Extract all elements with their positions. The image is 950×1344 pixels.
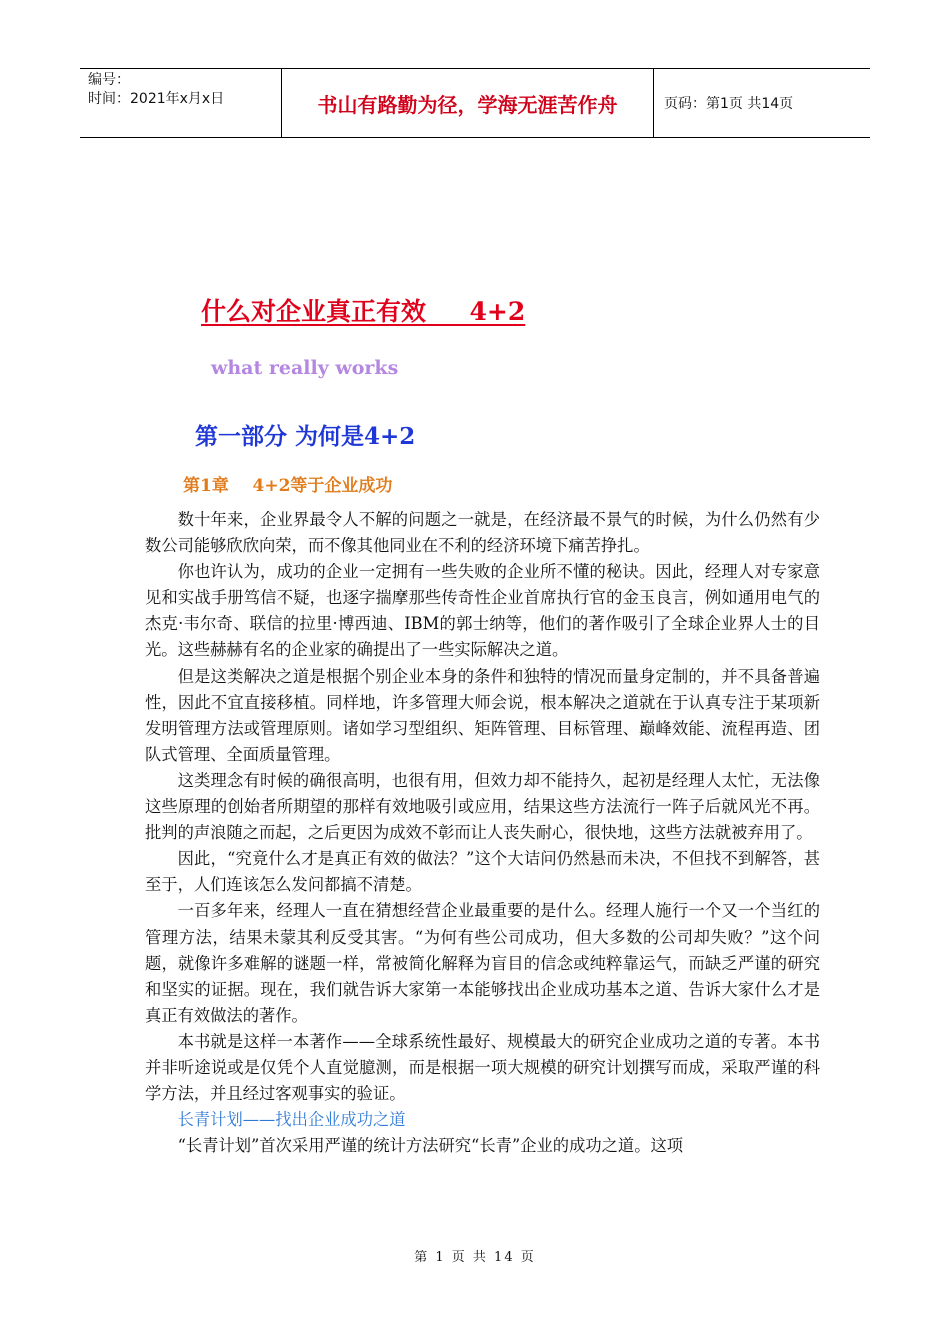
paragraph: 因此，“究竟什么才是真正有效的做法？”这个大诘问仍然悬而未决，不但找不到解答，甚至于，人们连该怎么发问都搞不清楚。 xyxy=(145,849,820,895)
section-heading: 长青计划——找出企业成功之道 xyxy=(177,1110,406,1130)
body-text xyxy=(145,507,820,1159)
header-meta xyxy=(80,69,282,137)
document-time-label: 时间：2021年x月x日 xyxy=(88,91,225,107)
header-page-info: 页码：第1页 共14页 xyxy=(664,96,794,112)
document-number-label: 编号： xyxy=(88,72,130,88)
document-subtitle: what really works xyxy=(211,357,399,379)
part-heading: 第一部分 为何是4+2 xyxy=(195,423,416,450)
paragraph: 这类理念有时候的确很高明，也很有用，但效力却不能持久，起初是经理人太忙，无法像这些原理的创始者所期望的那样有效地吸引或应用，结果这些方法流行一阵子后就风光不再。批判的声浪随之而起，之后更因为成效不彰而让人丧失耐心，很快地，这些方法就被弃用了。 xyxy=(145,770,820,843)
header-motto: 书山有路勤为径，学海无涯苦作舟 xyxy=(282,69,654,137)
paragraph: 本书就是这样一本著作——全球系统性最好、规模最大的研究企业成功之道的专著。本书并非听途说或是仅凭个人直觉臆测，而是根据一项大规模的研究计划撰写而成，采取严谨的科学方法，并且经过客观事实的验证。 xyxy=(145,1031,820,1104)
paragraph: 你也许认为，成功的企业一定拥有一些失败的企业所不懂的秘诀。因此，经理人对专家意见和实战手册笃信不疑，也逐字揣摩那些传奇性企业首席执行官的金玉良言，例如通用电气的杰克·韦尔奇、联信的拉里·博西迪、IBM的郭士纳等，他们的著作吸引了全球企业界人士的目光。这些赫赫有名的企业家的确提出了一些实际解决之道。 xyxy=(145,562,820,660)
paragraph: 数十年来，企业界最令人不解的问题之一就是，在经济最不景气的时候，为什么仍然有少数公司能够欣欣向荣，而不像其他同业在不利的经济环境下痛苦挣扎。 xyxy=(145,510,820,556)
paragraph: 但是这类解决之道是根据个别企业本身的条件和独特的情况而量身定制的，并不具备普遍性，因此不宜直接移植。同样地，许多管理大师会说，根本解决之道就在于认真专注于某项新发明管理方法或管理原则。诸如学习型组织、矩阵管理、目标管理、巅峰效能、流程再造、团队式管理、全面质量管理。 xyxy=(145,666,820,764)
paragraph: 一百多年来，经理人一直在猜想经营企业最重要的是什么。经理人施行一个又一个当红的管理方法，结果未蒙其利反受其害。“为何有些公司成功，但大多数的公司却失败？”这个问题，就像许多难解的谜题一样，常被简化解释为盲目的信念或纯粹靠运气，而缺乏严谨的研究和坚实的证据。现在，我们就告诉大家第一本能够找出企业成功基本之道、告诉大家什么才是真正有效做法的著作。 xyxy=(145,901,820,1025)
page-footer: 第 1 页 共 14 页 xyxy=(414,1250,536,1265)
document-title: 什么对企业真正有效 4+2 xyxy=(201,297,526,326)
page-header xyxy=(80,68,870,138)
paragraph: “长青计划”首次采用严谨的统计方法研究“长青”企业的成功之道。这项 xyxy=(177,1136,684,1156)
chapter-heading: 第1章 4+2等于企业成功 xyxy=(183,476,393,496)
